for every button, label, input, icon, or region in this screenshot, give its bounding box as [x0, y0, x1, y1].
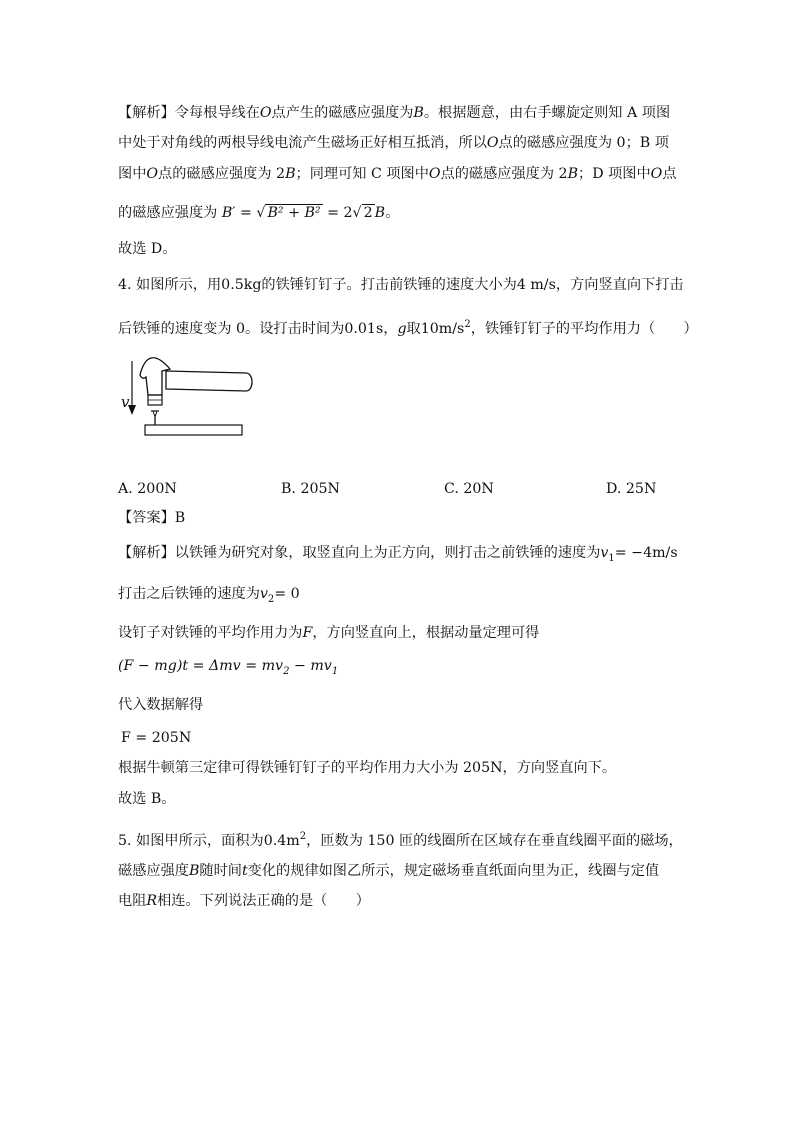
q5-stem-line-3: 电阻R相连。下列说法正确的是（ ） [118, 893, 370, 909]
q4-momentum-equation: $(F - mg)t = \Delta mv = mv_2 - mv_1$ [118, 658, 339, 677]
wood-board [145, 425, 242, 435]
option-d[interactable]: D. 25N [606, 481, 657, 497]
q3-analysis-line-4: 的磁感应强度为 B′ = √ B² + B² = 2√ 2 B。 [118, 205, 400, 221]
q4-stem-line-1: 4. 如图所示，用0.5kg的铁锤钉钉子。打击前铁锤的速度大小为4 m/s，方向竖直向下打击 [118, 277, 684, 293]
q4-analysis-line-3: 设钉子对铁锤的平均作用力为F，方向竖直向上，根据动量定理可得 [118, 625, 540, 641]
nail [151, 411, 159, 425]
q4-analysis-line-1: 【解析】以铁锤为研究对象，取竖直向上为正方向，则打击之前铁锤的速度为$v_1= -4m/s$ [118, 545, 678, 564]
option-b[interactable]: B. 205N [281, 481, 340, 497]
q4-stem-line-2: 后铁锤的速度变为 0。设打击时间为0.01s，g取$10m/s^2$，铁锤钉钉子的平均作用力（ ） [118, 319, 698, 337]
q5-stem-line-2: 磁感应强度B随时间t变化的规律如图乙所示，规定磁场垂直纸面向里为正，线圈与定值 [118, 863, 660, 879]
q3-analysis-line-1: 【解析】令每根导线在O点产生的磁感应强度为B。根据题意，由右手螺旋定则知 A 项图 [118, 105, 671, 121]
q3-analysis-line-3: 图中O点的磁感应强度为 2B；同理可知 C 项图中O点的磁感应强度为 2B；D 项图中O点 [118, 166, 677, 182]
q4-result: F = 205N [121, 730, 192, 746]
option-c[interactable]: C. 20N [444, 481, 494, 497]
q4-newton-third-law: 根据牛顿第三定律可得铁锤钉钉子的平均作用力大小为 205N，方向竖直向下。 [118, 760, 617, 776]
q4-answer: 【答案】B [118, 510, 186, 526]
hammer-handle [166, 371, 252, 391]
q4-substitute: 代入数据解得 [118, 697, 204, 713]
q3-conclusion: 故选 D。 [118, 241, 177, 257]
option-a[interactable]: A. 200N [118, 481, 177, 497]
velocity-label: v [121, 393, 130, 411]
q4-analysis-line-2: 打击之后铁锤的速度为$v_2= 0$ [118, 586, 300, 605]
hammer-nail-figure [118, 345, 258, 437]
q3-analysis-line-2: 中处于对角线的两根导线电流产生磁场正好相互抵消，所以O点的磁感应强度为 0；B 项 [118, 135, 669, 151]
q5-stem-line-1: 5. 如图甲所示，面积为$0.4m^2$，匝数为 150 匝的线圈所在区域存在垂直线圈平面的磁场， [118, 831, 683, 849]
q4-conclusion: 故选 B。 [118, 791, 176, 807]
q4-options [118, 479, 678, 499]
